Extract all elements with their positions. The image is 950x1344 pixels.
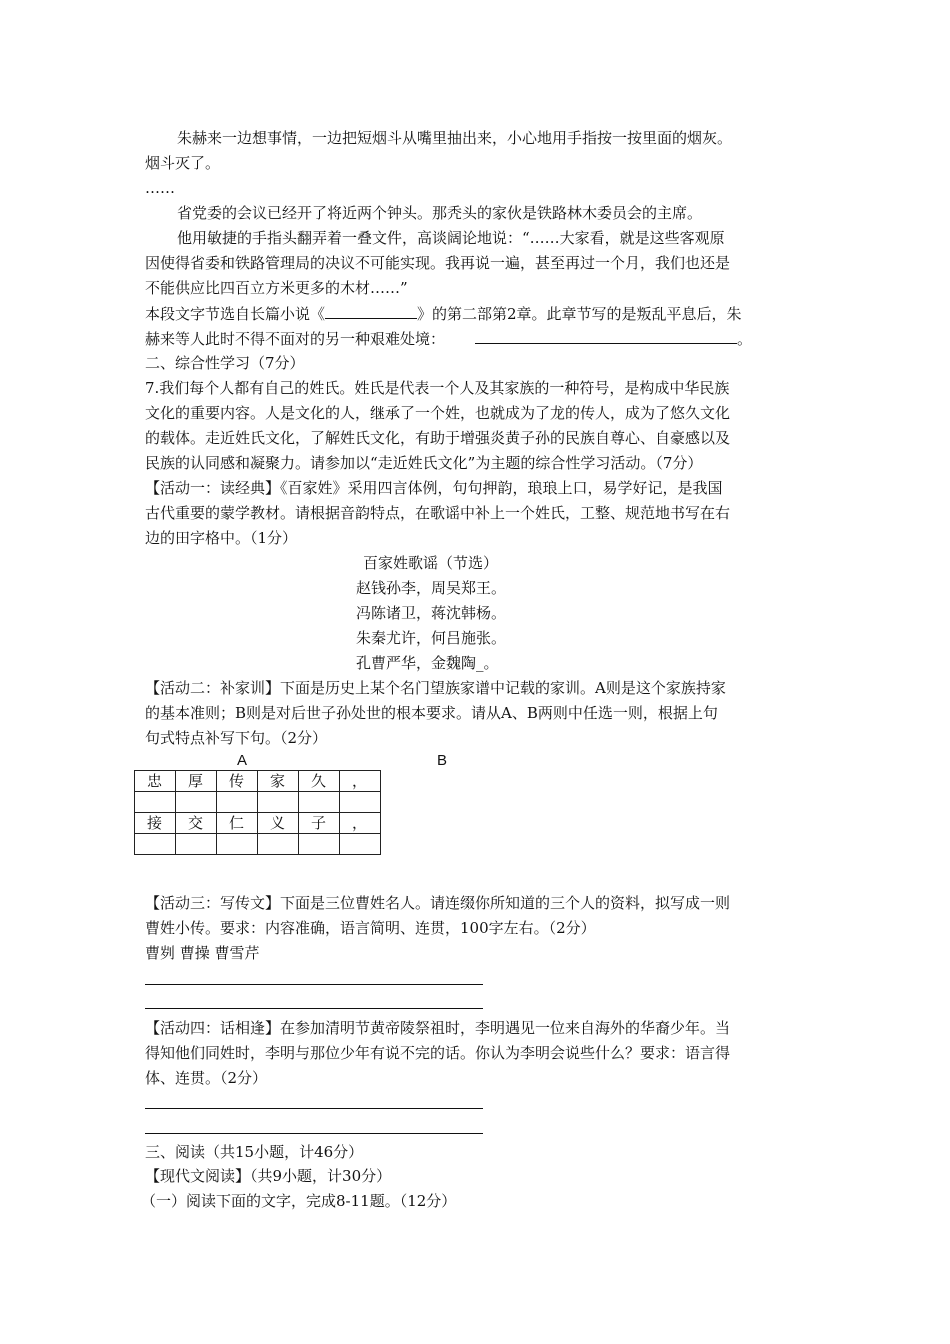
q7-line-1: 7.我们每个人都有自己的姓氏。姓氏是代表一个人及其家族的一种符号，是构成中华民族 [145, 379, 730, 397]
answer-line[interactable] [145, 1108, 483, 1109]
activity1-line-3: 边的田字格中。（1分） [145, 529, 298, 547]
novel-para-3-line-1: 他用敏捷的手指头翻弄着一叠文件，高谈阔论地说：“……大家看，就是这些客观原 [177, 229, 725, 247]
activity1-line-1: 【活动一：读经典】《百家姓》采用四言体例，句句押韵，琅琅上口，易学好记，是我国 [145, 479, 723, 497]
section3-heading: 三、阅读（共15小题，计46分） [145, 1143, 364, 1161]
poem-title: 百家姓歌谣（节选） [363, 554, 499, 572]
reading-part1-heading: （一）阅读下面的文字，完成8-11题。（12分） [141, 1192, 457, 1210]
novel-para-1-line-2: 烟斗灭了。 [145, 154, 221, 172]
grid-row-answer-b[interactable] [135, 834, 381, 855]
activity3-line-1: 【活动三：写传文】下面是三位曹姓名人。请连缀你所知道的三个人的资料，拟写成一则 [145, 894, 731, 912]
poem-line-4: 孔曹严华，金魏陶_。 [356, 654, 499, 672]
grid-cell: 仁 [217, 813, 258, 834]
novel-title-blank[interactable] [325, 303, 417, 319]
activity2-line-1: 【活动二：补家训】下面是历史上某个名门望族家谱中记载的家训。A则是这个家族持家 [145, 679, 726, 697]
grid-answer-cell[interactable] [299, 792, 340, 813]
novel-question-line-1 [145, 303, 742, 324]
grid-answer-cell[interactable] [258, 792, 299, 813]
novel-para-1-line-1: 朱赫来一边想事情，一边把短烟斗从嘴里抽出来，小心地用手指按一按里面的烟灰。 [177, 129, 733, 147]
grid-answer-cell[interactable] [135, 834, 176, 855]
grid-cell: ， [340, 771, 381, 792]
novel-question-end: 。 [737, 330, 753, 348]
label-b: B [437, 752, 448, 769]
situation-blank[interactable] [475, 328, 737, 344]
grid-answer-cell[interactable] [176, 792, 217, 813]
grid-row-answer-a[interactable] [135, 792, 381, 813]
novel-question-text-2: 》的第二部第2章。此章节写的是叛乱平息后，朱 [417, 305, 742, 323]
grid-answer-cell[interactable] [299, 834, 340, 855]
activity1-line-2: 古代重要的蒙学教材。请根据音韵特点，在歌谣中补上一个姓氏，工整、规范地书写在右 [145, 504, 731, 522]
q7-line-3: 的载体。走近姓氏文化，了解姓氏文化，有助于增强炎黄子孙的民族自尊心、自豪感以及 [145, 429, 731, 447]
grid-answer-cell[interactable] [176, 834, 217, 855]
poem-line-1: 赵钱孙李，周吴郑王。 [356, 579, 507, 597]
q7-line-2: 文化的重要内容。人是文化的人，继承了一个姓，也就成为了龙的传人，成为了悠久文化 [145, 404, 731, 422]
activity2-line-2: 的基本准则；B则是对后世子孙处世的根本要求。请从A、B两则中任选一则，根据上句 [145, 704, 718, 722]
novel-para-2: 省党委的会议已经开了将近两个钟头。那秃头的家伙是铁路林木委员会的主席。 [177, 204, 703, 222]
poem-line-2: 冯陈诸卫，蒋沈韩杨。 [356, 604, 507, 622]
activity2-line-3: 句式特点补写下句。（2分） [145, 729, 328, 747]
novel-question-line-2 [145, 328, 752, 349]
answer-line[interactable] [145, 1133, 483, 1134]
activity4-line-3: 体、连贯。（2分） [145, 1069, 268, 1087]
grid-cell: 义 [258, 813, 299, 834]
novel-question-text-1: 本段文字节选自长篇小说《 [145, 305, 326, 323]
answer-line[interactable] [145, 1008, 483, 1009]
activity3-line-2: 曹姓小传。要求：内容准确，语言简明、连贯，100字左右。（2分） [145, 919, 596, 937]
grid-cell: 久 [299, 771, 340, 792]
novel-para-3-line-2: 因使得省委和铁路管理局的决议不可能实现。我再说一遍，甚至再过一个月，我们也还是 [145, 254, 731, 272]
grid-cell: ， [340, 813, 381, 834]
grid-answer-cell[interactable] [340, 792, 381, 813]
activity4-line-2: 得知他们同姓时，李明与那位少年有说不完的话。你认为李明会说些什么？要求：语言得 [145, 1044, 731, 1062]
section2-heading: 二、综合性学习（7分） [145, 354, 305, 372]
grid-answer-cell[interactable] [340, 834, 381, 855]
modern-reading-heading: 【现代文阅读】（共9小题，计30分） [145, 1167, 392, 1185]
grid-cell: 交 [176, 813, 217, 834]
answer-line[interactable] [145, 984, 483, 985]
grid-answer-cell[interactable] [135, 792, 176, 813]
activity4-line-1: 【活动四：话相逢】在参加清明节黄帝陵祭祖时，李明遇见一位来自海外的华裔少年。当 [145, 1019, 731, 1037]
grid-cell: 家 [258, 771, 299, 792]
grid-answer-cell[interactable] [217, 834, 258, 855]
poem-line-3: 朱秦尤许，何吕施张。 [356, 629, 507, 647]
grid-cell: 接 [135, 813, 176, 834]
q7-line-4: 民族的认同感和凝聚力。请参加以“走近姓氏文化”为主题的综合性学习活动。（7分） [145, 454, 703, 472]
label-a: A [237, 752, 248, 769]
novel-question-text-3: 赫来等人此时不得不面对的另一种艰难处境： [145, 330, 446, 348]
grid-cell: 子 [299, 813, 340, 834]
grid-row-motto-b [135, 813, 381, 834]
grid-cell: 厚 [176, 771, 217, 792]
grid-row-motto-a [135, 771, 381, 792]
novel-ellipsis: …… [145, 179, 175, 197]
grid-cell: 忠 [135, 771, 176, 792]
family-motto-grid [134, 770, 381, 855]
grid-answer-cell[interactable] [217, 792, 258, 813]
grid-answer-cell[interactable] [258, 834, 299, 855]
activity3-names: 曹刿 曹操 曹雪芹 [145, 944, 260, 962]
novel-para-3-line-3: 不能供应比四百立方米更多的木材……” [145, 279, 408, 297]
grid-cell: 传 [217, 771, 258, 792]
